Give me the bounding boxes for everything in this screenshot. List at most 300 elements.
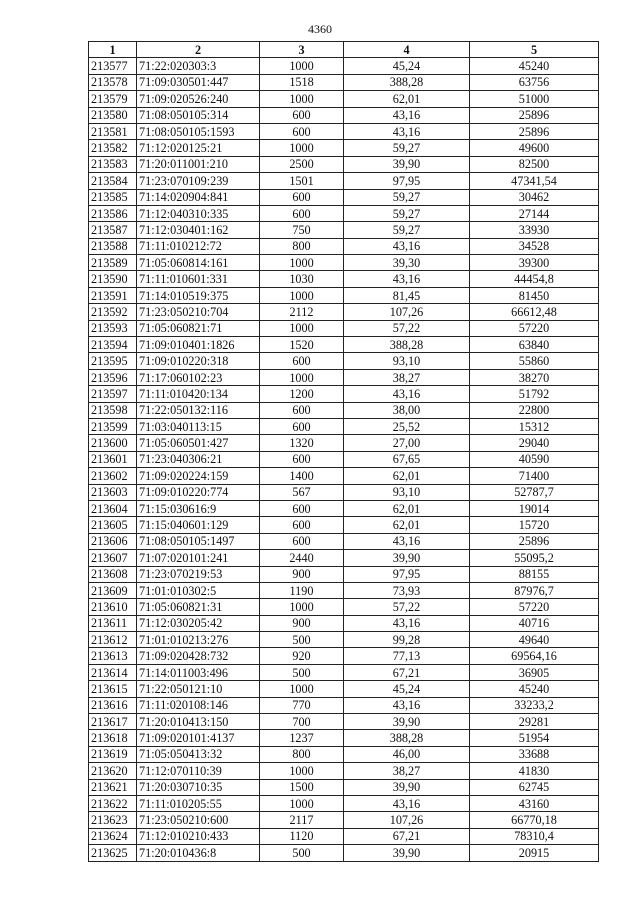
table-row bbox=[89, 533, 599, 549]
table-row bbox=[89, 58, 599, 74]
area-cell: 600 bbox=[260, 402, 344, 418]
cadastral-number-cell: 71:14:011003:496 bbox=[137, 664, 260, 680]
row-number-cell: 213587 bbox=[89, 222, 137, 238]
area-cell: 920 bbox=[260, 648, 344, 664]
area-cell: 600 bbox=[260, 451, 344, 467]
rate-cell: 93,10 bbox=[344, 484, 470, 500]
cadastral-number-cell: 71:14:010519:375 bbox=[137, 287, 260, 303]
column-header-4: 4 bbox=[344, 42, 470, 58]
rate-cell: 62,01 bbox=[344, 468, 470, 484]
rate-cell: 57,22 bbox=[344, 599, 470, 615]
cadastral-number-cell: 71:23:050210:704 bbox=[137, 304, 260, 320]
rate-cell: 77,13 bbox=[344, 648, 470, 664]
rate-cell: 43,16 bbox=[344, 123, 470, 139]
rate-cell: 97,95 bbox=[344, 566, 470, 582]
table-row bbox=[89, 795, 599, 811]
cadastral-number-cell: 71:05:060821:31 bbox=[137, 599, 260, 615]
cadastral-number-cell: 71:05:060501:427 bbox=[137, 435, 260, 451]
cadastral-number-cell: 71:07:020101:241 bbox=[137, 550, 260, 566]
row-number-cell: 213596 bbox=[89, 369, 137, 385]
cadastral-number-cell: 71:05:050413:32 bbox=[137, 746, 260, 762]
row-number-cell: 213611 bbox=[89, 615, 137, 631]
column-header-5: 5 bbox=[470, 42, 599, 58]
cadastral-number-cell: 71:11:010205:55 bbox=[137, 795, 260, 811]
table-row bbox=[89, 107, 599, 123]
area-cell: 1500 bbox=[260, 779, 344, 795]
area-cell: 1320 bbox=[260, 435, 344, 451]
rate-cell: 39,90 bbox=[344, 845, 470, 861]
value-cell: 45240 bbox=[470, 681, 599, 697]
rate-cell: 67,21 bbox=[344, 664, 470, 680]
table-row bbox=[89, 337, 599, 353]
cadastral-number-cell: 71:23:050210:600 bbox=[137, 812, 260, 828]
rate-cell: 43,16 bbox=[344, 238, 470, 254]
rate-cell: 43,16 bbox=[344, 697, 470, 713]
row-number-cell: 213621 bbox=[89, 779, 137, 795]
rate-cell: 59,27 bbox=[344, 140, 470, 156]
value-cell: 69564,16 bbox=[470, 648, 599, 664]
value-cell: 36905 bbox=[470, 664, 599, 680]
row-number-cell: 213625 bbox=[89, 845, 137, 861]
row-number-cell: 213577 bbox=[89, 58, 137, 74]
cadastral-number-cell: 71:14:020904:841 bbox=[137, 189, 260, 205]
table-row bbox=[89, 451, 599, 467]
rate-cell: 67,65 bbox=[344, 451, 470, 467]
cadastral-number-cell: 71:12:020125:21 bbox=[137, 140, 260, 156]
rate-cell: 62,01 bbox=[344, 91, 470, 107]
rate-cell: 73,93 bbox=[344, 582, 470, 598]
rate-cell: 62,01 bbox=[344, 500, 470, 516]
area-cell: 1000 bbox=[260, 763, 344, 779]
table-row bbox=[89, 582, 599, 598]
table-row bbox=[89, 222, 599, 238]
area-cell: 600 bbox=[260, 517, 344, 533]
cadastral-number-cell: 71:12:030205:42 bbox=[137, 615, 260, 631]
value-cell: 81450 bbox=[470, 287, 599, 303]
row-number-cell: 213607 bbox=[89, 550, 137, 566]
value-cell: 40590 bbox=[470, 451, 599, 467]
value-cell: 15720 bbox=[470, 517, 599, 533]
row-number-cell: 213581 bbox=[89, 123, 137, 139]
table-row bbox=[89, 271, 599, 287]
value-cell: 63840 bbox=[470, 337, 599, 353]
area-cell: 1000 bbox=[260, 369, 344, 385]
row-number-cell: 213592 bbox=[89, 304, 137, 320]
area-cell: 567 bbox=[260, 484, 344, 500]
value-cell: 25896 bbox=[470, 107, 599, 123]
area-cell: 1000 bbox=[260, 287, 344, 303]
value-cell: 40716 bbox=[470, 615, 599, 631]
row-number-cell: 213593 bbox=[89, 320, 137, 336]
rate-cell: 27,00 bbox=[344, 435, 470, 451]
rate-cell: 39,30 bbox=[344, 255, 470, 271]
area-cell: 900 bbox=[260, 566, 344, 582]
cadastral-number-cell: 71:09:020101:4137 bbox=[137, 730, 260, 746]
cadastral-number-cell: 71:05:060814:161 bbox=[137, 255, 260, 271]
area-cell: 1190 bbox=[260, 582, 344, 598]
value-cell: 57220 bbox=[470, 599, 599, 615]
cadastral-number-cell: 71:08:050105:314 bbox=[137, 107, 260, 123]
rate-cell: 45,24 bbox=[344, 58, 470, 74]
rate-cell: 43,16 bbox=[344, 615, 470, 631]
cadastral-number-cell: 71:01:010213:276 bbox=[137, 632, 260, 648]
value-cell: 19014 bbox=[470, 500, 599, 516]
area-cell: 500 bbox=[260, 632, 344, 648]
value-cell: 63756 bbox=[470, 74, 599, 90]
cadastral-number-cell: 71:09:020224:159 bbox=[137, 468, 260, 484]
rate-cell: 39,90 bbox=[344, 550, 470, 566]
cadastral-number-cell: 71:23:070109:239 bbox=[137, 173, 260, 189]
row-number-cell: 213614 bbox=[89, 664, 137, 680]
cadastral-number-cell: 71:20:011001:210 bbox=[137, 156, 260, 172]
area-cell: 1000 bbox=[260, 255, 344, 271]
area-cell: 1520 bbox=[260, 337, 344, 353]
area-cell: 700 bbox=[260, 714, 344, 730]
value-cell: 51954 bbox=[470, 730, 599, 746]
data-table bbox=[88, 41, 599, 862]
value-cell: 27144 bbox=[470, 205, 599, 221]
cadastral-number-cell: 71:23:070219:53 bbox=[137, 566, 260, 582]
row-number-cell: 213613 bbox=[89, 648, 137, 664]
table-row bbox=[89, 681, 599, 697]
value-cell: 49640 bbox=[470, 632, 599, 648]
rate-cell: 25,52 bbox=[344, 418, 470, 434]
table-row bbox=[89, 435, 599, 451]
rate-cell: 39,90 bbox=[344, 779, 470, 795]
table-row bbox=[89, 287, 599, 303]
value-cell: 78310,4 bbox=[470, 828, 599, 844]
row-number-cell: 213582 bbox=[89, 140, 137, 156]
rate-cell: 388,28 bbox=[344, 74, 470, 90]
rate-cell: 43,16 bbox=[344, 795, 470, 811]
value-cell: 33688 bbox=[470, 746, 599, 762]
row-number-cell: 213588 bbox=[89, 238, 137, 254]
table-row bbox=[89, 730, 599, 746]
row-number-cell: 213605 bbox=[89, 517, 137, 533]
area-cell: 770 bbox=[260, 697, 344, 713]
cadastral-number-cell: 71:03:040113:15 bbox=[137, 418, 260, 434]
cadastral-number-cell: 71:11:020108:146 bbox=[137, 697, 260, 713]
cadastral-number-cell: 71:22:050121:10 bbox=[137, 681, 260, 697]
area-cell: 1000 bbox=[260, 681, 344, 697]
value-cell: 87976,7 bbox=[470, 582, 599, 598]
cadastral-number-cell: 71:12:070110:39 bbox=[137, 763, 260, 779]
row-number-cell: 213620 bbox=[89, 763, 137, 779]
table-row bbox=[89, 714, 599, 730]
column-header-2: 2 bbox=[137, 42, 260, 58]
area-cell: 2117 bbox=[260, 812, 344, 828]
cadastral-number-cell: 71:01:010302:5 bbox=[137, 582, 260, 598]
table-row bbox=[89, 189, 599, 205]
value-cell: 51792 bbox=[470, 386, 599, 402]
area-cell: 1030 bbox=[260, 271, 344, 287]
rate-cell: 38,00 bbox=[344, 402, 470, 418]
area-cell: 1501 bbox=[260, 173, 344, 189]
rate-cell: 388,28 bbox=[344, 337, 470, 353]
table-row bbox=[89, 402, 599, 418]
table-row bbox=[89, 763, 599, 779]
row-number-cell: 213619 bbox=[89, 746, 137, 762]
row-number-cell: 213618 bbox=[89, 730, 137, 746]
table-row bbox=[89, 74, 599, 90]
rate-cell: 43,16 bbox=[344, 533, 470, 549]
table-row bbox=[89, 517, 599, 533]
value-cell: 33930 bbox=[470, 222, 599, 238]
row-number-cell: 213617 bbox=[89, 714, 137, 730]
area-cell: 1000 bbox=[260, 140, 344, 156]
table-row bbox=[89, 845, 599, 861]
value-cell: 66770,18 bbox=[470, 812, 599, 828]
area-cell: 1120 bbox=[260, 828, 344, 844]
value-cell: 82500 bbox=[470, 156, 599, 172]
table-row bbox=[89, 238, 599, 254]
row-number-cell: 213603 bbox=[89, 484, 137, 500]
row-number-cell: 213598 bbox=[89, 402, 137, 418]
cadastral-number-cell: 71:11:010420:134 bbox=[137, 386, 260, 402]
cadastral-number-cell: 71:22:050132:116 bbox=[137, 402, 260, 418]
rate-cell: 388,28 bbox=[344, 730, 470, 746]
row-number-cell: 213600 bbox=[89, 435, 137, 451]
area-cell: 1237 bbox=[260, 730, 344, 746]
value-cell: 57220 bbox=[470, 320, 599, 336]
value-cell: 47341,54 bbox=[470, 173, 599, 189]
area-cell: 1000 bbox=[260, 599, 344, 615]
area-cell: 500 bbox=[260, 664, 344, 680]
value-cell: 41830 bbox=[470, 763, 599, 779]
cadastral-number-cell: 71:11:010601:331 bbox=[137, 271, 260, 287]
table-row bbox=[89, 828, 599, 844]
table-row bbox=[89, 353, 599, 369]
table-row bbox=[89, 156, 599, 172]
table-row bbox=[89, 812, 599, 828]
cadastral-number-cell: 71:15:030616:9 bbox=[137, 500, 260, 516]
area-cell: 750 bbox=[260, 222, 344, 238]
table-row bbox=[89, 369, 599, 385]
row-number-cell: 213584 bbox=[89, 173, 137, 189]
table-row bbox=[89, 386, 599, 402]
area-cell: 1000 bbox=[260, 320, 344, 336]
table-row bbox=[89, 500, 599, 516]
table-row bbox=[89, 304, 599, 320]
row-number-cell: 213609 bbox=[89, 582, 137, 598]
table-row bbox=[89, 632, 599, 648]
row-number-cell: 213624 bbox=[89, 828, 137, 844]
rate-cell: 46,00 bbox=[344, 746, 470, 762]
rate-cell: 59,27 bbox=[344, 189, 470, 205]
rate-cell: 99,28 bbox=[344, 632, 470, 648]
cadastral-number-cell: 71:23:040306:21 bbox=[137, 451, 260, 467]
row-number-cell: 213597 bbox=[89, 386, 137, 402]
row-number-cell: 213616 bbox=[89, 697, 137, 713]
row-number-cell: 213591 bbox=[89, 287, 137, 303]
row-number-cell: 213602 bbox=[89, 468, 137, 484]
table-row bbox=[89, 123, 599, 139]
cadastral-number-cell: 71:09:010220:318 bbox=[137, 353, 260, 369]
value-cell: 43160 bbox=[470, 795, 599, 811]
rate-cell: 39,90 bbox=[344, 714, 470, 730]
rate-cell: 59,27 bbox=[344, 222, 470, 238]
table-row bbox=[89, 664, 599, 680]
row-number-cell: 213589 bbox=[89, 255, 137, 271]
area-cell: 1000 bbox=[260, 795, 344, 811]
area-cell: 900 bbox=[260, 615, 344, 631]
value-cell: 62745 bbox=[470, 779, 599, 795]
area-cell: 600 bbox=[260, 353, 344, 369]
rate-cell: 107,26 bbox=[344, 812, 470, 828]
value-cell: 52787,7 bbox=[470, 484, 599, 500]
area-cell: 600 bbox=[260, 205, 344, 221]
table-row bbox=[89, 91, 599, 107]
rate-cell: 57,22 bbox=[344, 320, 470, 336]
value-cell: 25896 bbox=[470, 123, 599, 139]
row-number-cell: 213601 bbox=[89, 451, 137, 467]
row-number-cell: 213608 bbox=[89, 566, 137, 582]
row-number-cell: 213623 bbox=[89, 812, 137, 828]
value-cell: 71400 bbox=[470, 468, 599, 484]
cadastral-number-cell: 71:09:010401:1826 bbox=[137, 337, 260, 353]
area-cell: 800 bbox=[260, 238, 344, 254]
table-row bbox=[89, 779, 599, 795]
rate-cell: 93,10 bbox=[344, 353, 470, 369]
row-number-cell: 213586 bbox=[89, 205, 137, 221]
value-cell: 25896 bbox=[470, 533, 599, 549]
rate-cell: 59,27 bbox=[344, 205, 470, 221]
row-number-cell: 213579 bbox=[89, 91, 137, 107]
value-cell: 20915 bbox=[470, 845, 599, 861]
table-row bbox=[89, 140, 599, 156]
value-cell: 29281 bbox=[470, 714, 599, 730]
row-number-cell: 213594 bbox=[89, 337, 137, 353]
area-cell: 1518 bbox=[260, 74, 344, 90]
table-row bbox=[89, 550, 599, 566]
area-cell: 2112 bbox=[260, 304, 344, 320]
table-row bbox=[89, 173, 599, 189]
cadastral-number-cell: 71:20:010413:150 bbox=[137, 714, 260, 730]
header-row bbox=[89, 42, 599, 58]
value-cell: 55860 bbox=[470, 353, 599, 369]
row-number-cell: 213615 bbox=[89, 681, 137, 697]
row-number-cell: 213612 bbox=[89, 632, 137, 648]
cadastral-number-cell: 71:12:030401:162 bbox=[137, 222, 260, 238]
cadastral-number-cell: 71:09:020428:732 bbox=[137, 648, 260, 664]
table-row bbox=[89, 615, 599, 631]
value-cell: 22800 bbox=[470, 402, 599, 418]
area-cell: 600 bbox=[260, 418, 344, 434]
area-cell: 1200 bbox=[260, 386, 344, 402]
table-row bbox=[89, 697, 599, 713]
cadastral-number-cell: 71:20:030710:35 bbox=[137, 779, 260, 795]
column-header-3: 3 bbox=[260, 42, 344, 58]
rate-cell: 107,26 bbox=[344, 304, 470, 320]
area-cell: 500 bbox=[260, 845, 344, 861]
page-number: 4360 bbox=[308, 22, 332, 36]
rate-cell: 62,01 bbox=[344, 517, 470, 533]
area-cell: 600 bbox=[260, 189, 344, 205]
rate-cell: 67,21 bbox=[344, 828, 470, 844]
area-cell: 600 bbox=[260, 500, 344, 516]
value-cell: 44454,8 bbox=[470, 271, 599, 287]
value-cell: 39300 bbox=[470, 255, 599, 271]
cadastral-number-cell: 71:22:020303:3 bbox=[137, 58, 260, 74]
value-cell: 88155 bbox=[470, 566, 599, 582]
cadastral-number-cell: 71:20:010436:8 bbox=[137, 845, 260, 861]
row-number-cell: 213580 bbox=[89, 107, 137, 123]
rate-cell: 38,27 bbox=[344, 763, 470, 779]
rate-cell: 97,95 bbox=[344, 173, 470, 189]
row-number-cell: 213590 bbox=[89, 271, 137, 287]
row-number-cell: 213595 bbox=[89, 353, 137, 369]
cadastral-number-cell: 71:17:060102:23 bbox=[137, 369, 260, 385]
row-number-cell: 213606 bbox=[89, 533, 137, 549]
area-cell: 600 bbox=[260, 107, 344, 123]
row-number-cell: 213583 bbox=[89, 156, 137, 172]
area-cell: 800 bbox=[260, 746, 344, 762]
rate-cell: 81,45 bbox=[344, 287, 470, 303]
row-number-cell: 213578 bbox=[89, 74, 137, 90]
row-number-cell: 213585 bbox=[89, 189, 137, 205]
cadastral-number-cell: 71:05:060821:71 bbox=[137, 320, 260, 336]
cadastral-number-cell: 71:12:040310:335 bbox=[137, 205, 260, 221]
value-cell: 33233,2 bbox=[470, 697, 599, 713]
rate-cell: 39,90 bbox=[344, 156, 470, 172]
cadastral-number-cell: 71:09:030501:447 bbox=[137, 74, 260, 90]
table-row bbox=[89, 468, 599, 484]
value-cell: 38270 bbox=[470, 369, 599, 385]
rate-cell: 43,16 bbox=[344, 386, 470, 402]
table-row bbox=[89, 320, 599, 336]
table-row bbox=[89, 648, 599, 664]
cadastral-number-cell: 71:09:010220:774 bbox=[137, 484, 260, 500]
table-row bbox=[89, 746, 599, 762]
table-body bbox=[89, 58, 599, 861]
table-row bbox=[89, 599, 599, 615]
table-row bbox=[89, 566, 599, 582]
row-number-cell: 213599 bbox=[89, 418, 137, 434]
row-number-cell: 213604 bbox=[89, 500, 137, 516]
rate-cell: 38,27 bbox=[344, 369, 470, 385]
cadastral-number-cell: 71:12:010210:433 bbox=[137, 828, 260, 844]
rate-cell: 43,16 bbox=[344, 271, 470, 287]
row-number-cell: 213622 bbox=[89, 795, 137, 811]
value-cell: 66612,48 bbox=[470, 304, 599, 320]
area-cell: 1400 bbox=[260, 468, 344, 484]
column-header-1: 1 bbox=[89, 42, 137, 58]
table-row bbox=[89, 255, 599, 271]
row-number-cell: 213610 bbox=[89, 599, 137, 615]
rate-cell: 45,24 bbox=[344, 681, 470, 697]
area-cell: 1000 bbox=[260, 58, 344, 74]
rate-cell: 43,16 bbox=[344, 107, 470, 123]
value-cell: 30462 bbox=[470, 189, 599, 205]
cadastral-number-cell: 71:09:020526:240 bbox=[137, 91, 260, 107]
value-cell: 55095,2 bbox=[470, 550, 599, 566]
value-cell: 29040 bbox=[470, 435, 599, 451]
area-cell: 600 bbox=[260, 123, 344, 139]
area-cell: 1000 bbox=[260, 91, 344, 107]
value-cell: 49600 bbox=[470, 140, 599, 156]
area-cell: 600 bbox=[260, 533, 344, 549]
area-cell: 2440 bbox=[260, 550, 344, 566]
cadastral-number-cell: 71:15:040601:129 bbox=[137, 517, 260, 533]
value-cell: 15312 bbox=[470, 418, 599, 434]
cadastral-number-cell: 71:08:050105:1593 bbox=[137, 123, 260, 139]
cadastral-number-cell: 71:11:010212:72 bbox=[137, 238, 260, 254]
area-cell: 2500 bbox=[260, 156, 344, 172]
table-row bbox=[89, 484, 599, 500]
cadastral-number-cell: 71:08:050105:1497 bbox=[137, 533, 260, 549]
value-cell: 34528 bbox=[470, 238, 599, 254]
value-cell: 51000 bbox=[470, 91, 599, 107]
